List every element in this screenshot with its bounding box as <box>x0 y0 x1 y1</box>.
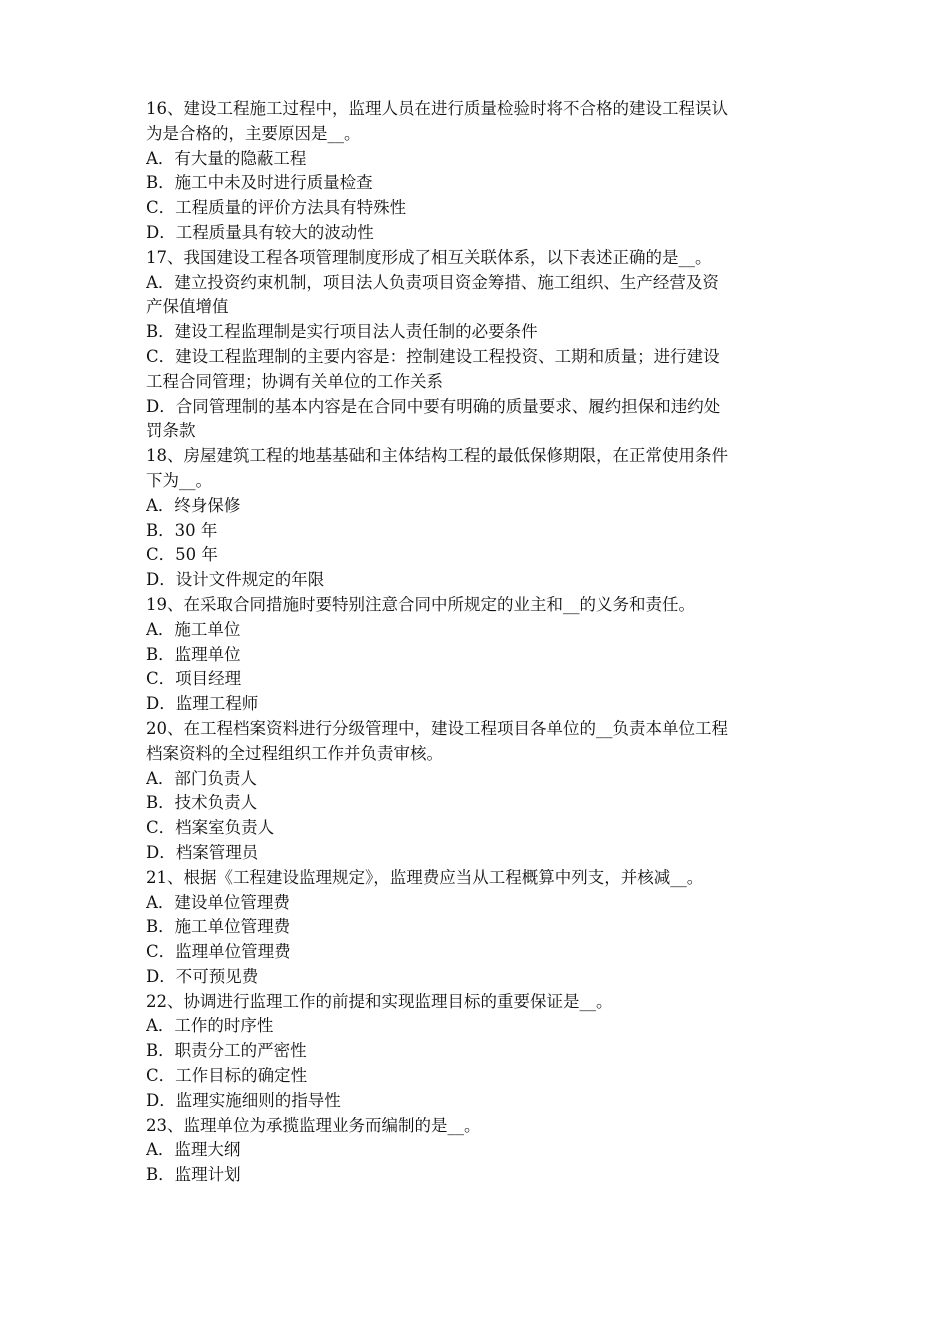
answer-option-line: B．施工单位管理费 <box>146 917 291 937</box>
question-stem-line: 为是合格的，主要原因是__。 <box>146 123 361 143</box>
answer-option-line: C．项目经理 <box>146 669 242 689</box>
question-block <box>146 444 814 593</box>
answer-option-line: A．终身保修 <box>146 495 241 515</box>
question-stem-line: 22、协调进行监理工作的前提和实现监理目标的重要保证是__。 <box>146 991 613 1011</box>
answer-option-line: D．监理实施细则的指导性 <box>146 1090 341 1110</box>
answer-option-line: 产保值增值 <box>146 297 229 317</box>
answer-option-line: D．工程质量具有较大的波动性 <box>146 222 374 242</box>
question-block <box>146 593 814 717</box>
answer-option-line: C．监理单位管理费 <box>146 942 291 962</box>
question-block <box>146 97 814 246</box>
answer-option-line: C．工作目标的确定性 <box>146 1066 308 1086</box>
answer-option-line: D．设计文件规定的年限 <box>146 570 325 590</box>
question-stem-line: 档案资料的全过程组织工作并负责审核。 <box>146 743 443 763</box>
answer-option-line: A．工作的时序性 <box>146 1016 274 1036</box>
question-block <box>146 717 814 866</box>
answer-option-line: C．50 年 <box>146 545 218 565</box>
question-stem-line: 17、我国建设工程各项管理制度形成了相互关联体系，以下表述正确的是__。 <box>146 247 712 267</box>
answer-option-line: B．30 年 <box>146 520 218 540</box>
answer-option-line: B．职责分工的严密性 <box>146 1041 307 1061</box>
question-block <box>146 990 814 1114</box>
answer-option-line: D．监理工程师 <box>146 694 259 714</box>
answer-option-line: A．有大量的隐蔽工程 <box>146 148 307 168</box>
question-block <box>146 246 814 444</box>
question-stem-line: 16、建设工程施工过程中，监理人员在进行质量检验时将不合格的建设工程误认 <box>146 99 728 118</box>
answer-option-line: A．监理大纲 <box>146 1140 241 1160</box>
answer-option-line: A．建设单位管理费 <box>146 892 290 912</box>
answer-option-line: C．工程质量的评价方法具有特殊性 <box>146 198 407 218</box>
answer-option-line: A．部门负责人 <box>146 768 257 788</box>
question-stem-line: 21、根据《工程建设监理规定》，监理费应当从工程概算中列支，并核减__。 <box>146 867 704 887</box>
answer-option-line: C．建设工程监理制的主要内容是：控制建设工程投资、工期和质量；进行建设 <box>146 346 720 366</box>
question-stem-line: 20、在工程档案资料进行分级管理中，建设工程项目各单位的__负责本单位工程 <box>146 718 728 738</box>
answer-option-line: D．合同管理制的基本内容是在合同中要有明确的质量要求、履约担保和违约处 <box>146 396 721 416</box>
question-stem-line: 23、监理单位为承揽监理业务而编制的是__。 <box>146 1115 481 1135</box>
question-stem-line: 18、房屋建筑工程的地基基础和主体结构工程的最低保修期限，在正常使用条件 <box>146 446 728 466</box>
question-block <box>146 1114 814 1188</box>
answer-option-line: B．施工中未及时进行质量检查 <box>146 173 373 193</box>
question-stem-line: 下为__。 <box>146 470 212 490</box>
answer-option-line: D．档案管理员 <box>146 842 259 862</box>
answer-option-line: B．建设工程监理制是实行项目法人责任制的必要条件 <box>146 322 538 342</box>
answer-option-line: B．技术负责人 <box>146 793 258 813</box>
answer-option-line: C．档案室负责人 <box>146 818 275 838</box>
answer-option-line: D．不可预见费 <box>146 966 259 986</box>
answer-option-line: A．施工单位 <box>146 619 241 639</box>
question-block <box>146 866 814 990</box>
question-list <box>146 97 814 1188</box>
answer-option-line: B．监理计划 <box>146 1165 241 1185</box>
answer-option-line: 罚条款 <box>146 421 196 441</box>
answer-option-line: B．监理单位 <box>146 644 241 664</box>
question-stem-line: 19、在采取合同措施时要特别注意合同中所规定的业主和__的义务和责任。 <box>146 594 695 614</box>
answer-option-line: A．建立投资约束机制，项目法人负责项目资金筹措、施工组织、生产经营及资 <box>146 272 719 292</box>
answer-option-line: 工程合同管理；协调有关单位的工作关系 <box>146 371 443 391</box>
